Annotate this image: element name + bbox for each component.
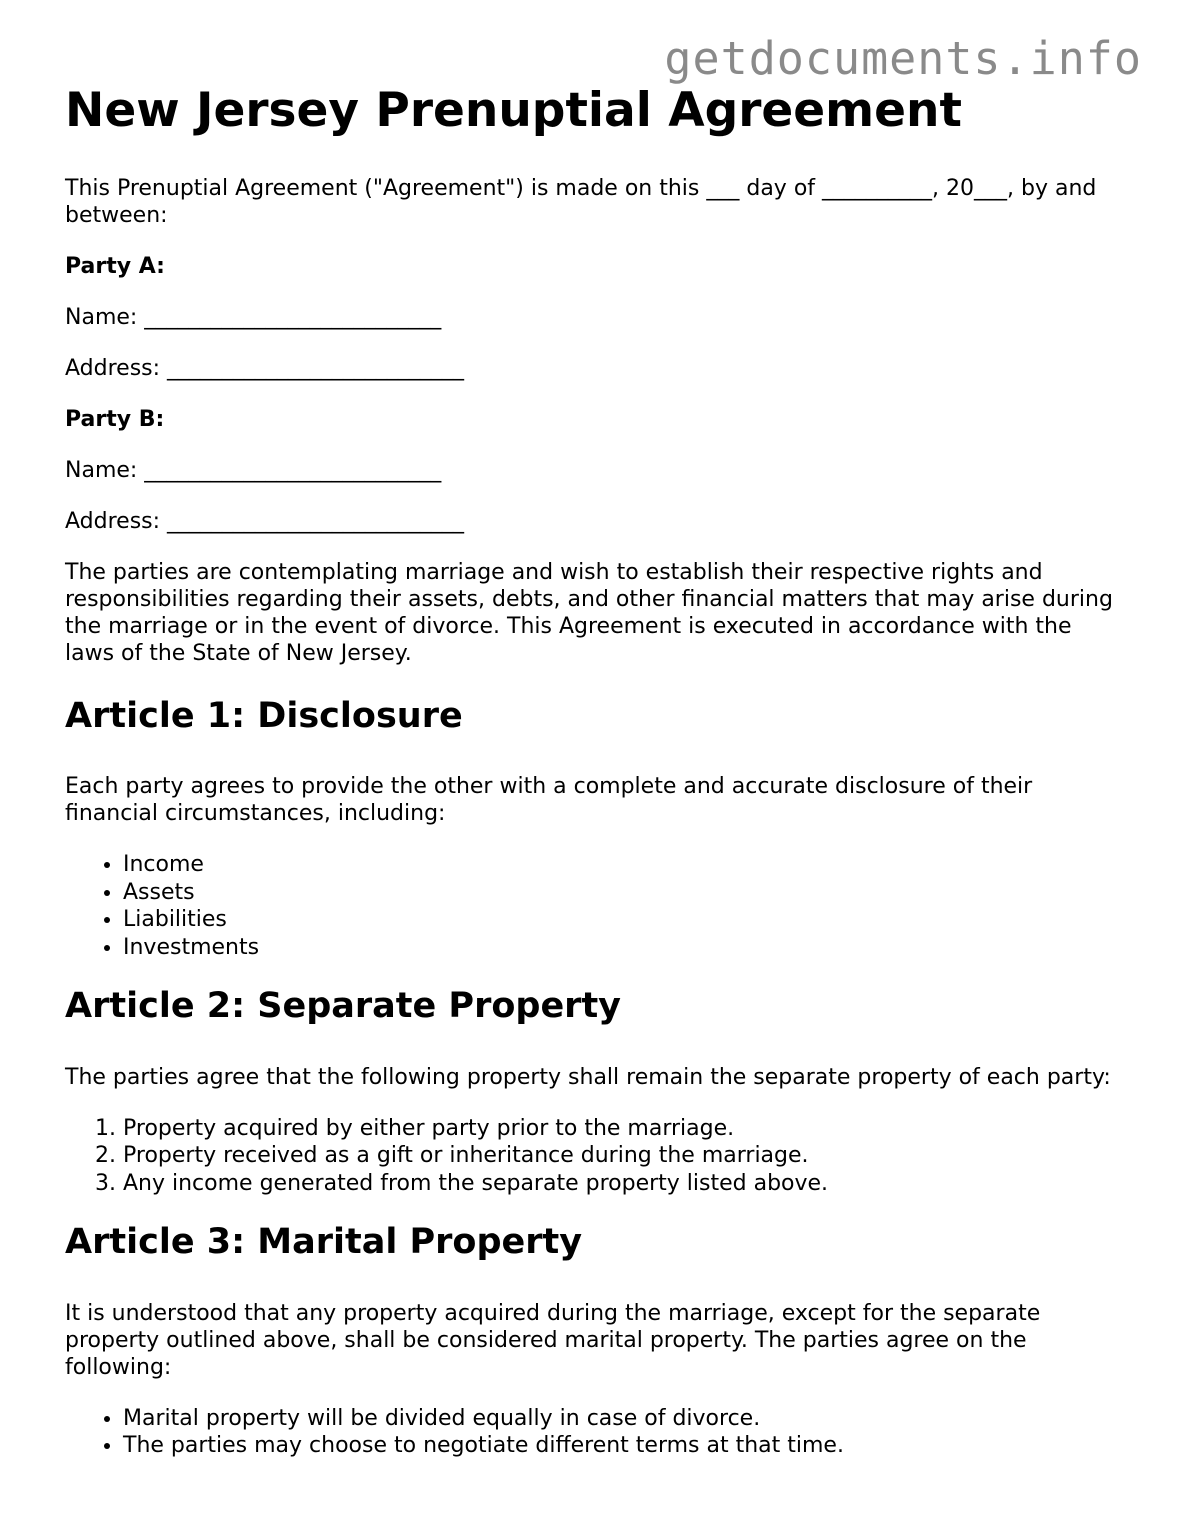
article-3-heading: Article 3: Marital Property (65, 1222, 583, 1263)
list-item: • Assets (123, 879, 1125, 907)
party-a-name-line: Name: ___________________________ (65, 304, 442, 330)
article-3-text: It is understood that any property acquired during the marriage, except for the separate property outlined above, shall be considered marital property. The parties agree on the following: (65, 1300, 1041, 1380)
list-item: • The parties may choose to negotiate different terms at that time. (123, 1432, 1125, 1460)
intro-paragraph: This Prenuptial Agreement ("Agreement") is made on this ___ day of __________, 20___, by and between: (65, 175, 1097, 228)
party-b-name-line: Name: ___________________________ (65, 457, 442, 483)
list-item: • Liabilities (123, 906, 1125, 934)
watermark: getdocuments.info (664, 32, 1142, 85)
article-1-text: Each party agrees to provide the other with a complete and accurate disclosure of their financial circumstances, including: (65, 774, 1033, 827)
list-item: • Income (123, 851, 1125, 879)
list-item: 1. Property acquired by either party prior to the marriage. (123, 1115, 1125, 1143)
party-a-address-line: Address: ___________________________ (65, 355, 465, 381)
list-item: 2. Property received as a gift or inheritance during the marriage. (123, 1142, 1125, 1170)
document-title: New Jersey Prenuptial Agreement (65, 83, 962, 138)
list-item: • Marital property will be divided equally in case of divorce. (123, 1405, 1125, 1433)
article-1-heading: Article 1: Disclosure (65, 695, 463, 736)
article-1-list (65, 851, 1125, 961)
list-item: 3. Any income generated from the separate property listed above. (123, 1170, 1125, 1198)
article-2-list (65, 1115, 1125, 1198)
document-body (65, 85, 1125, 1486)
article-2-heading: Article 2: Separate Property (65, 986, 621, 1027)
party-b-label: Party B: (65, 406, 165, 432)
party-b-address-line: Address: ___________________________ (65, 508, 465, 534)
recital-paragraph: The parties are contemplating marriage and wish to establish their respective rights and responsibilities regarding their assets, debts, and other financial matters that may arise during the marriage or in the event of divorce. This Agreement is executed in accordance with the laws of the State of New Jersey. (65, 559, 1113, 666)
article-2-text: The parties agree that the following property shall remain the separate property of each party: (65, 1064, 1111, 1090)
list-item: • Investments (123, 934, 1125, 962)
article-3-list (65, 1405, 1125, 1460)
party-a-label: Party A: (65, 253, 165, 279)
